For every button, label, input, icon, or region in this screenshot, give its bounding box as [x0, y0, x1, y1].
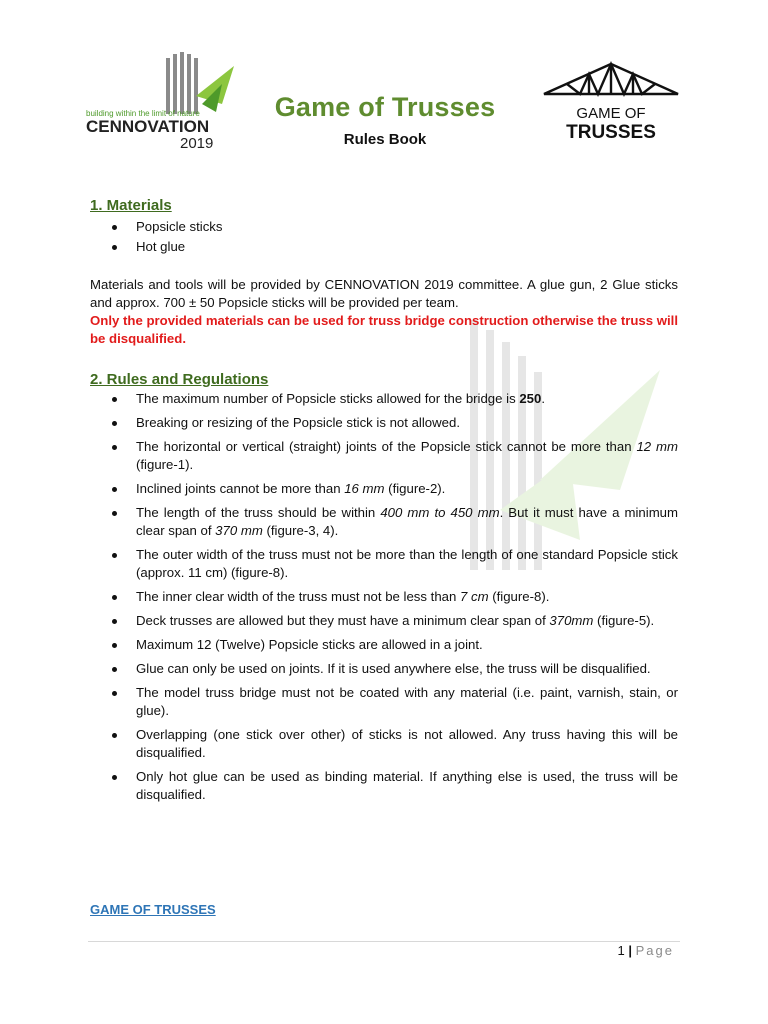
- document-body: [90, 196, 678, 810]
- rule-item: Deck trusses are allowed but they must have a minimum clear span of 370mm (figure-5).: [90, 612, 678, 630]
- materials-warning: Only the provided materials can be used for truss bridge construction otherwise the truss will be disqualified.: [90, 313, 678, 346]
- game-of-trusses-link[interactable]: GAME OF TRUSSES: [90, 902, 216, 917]
- rule-item: Only hot glue can be used as binding material. If anything else is used, the truss will be disqualified.: [90, 768, 678, 804]
- rules-list: [90, 390, 678, 804]
- rule-item: The model truss bridge must not be coated with any material (i.e. paint, varnish, stain, or glue).: [90, 684, 678, 720]
- rules-heading: 2. Rules and Regulations: [90, 371, 269, 388]
- rule-item: The inner clear width of the truss must not be less than 7 cm (figure-8).: [90, 588, 678, 606]
- cennovation-logo: [84, 46, 240, 156]
- game-of-trusses-logo: [540, 60, 682, 142]
- page-number: 1 | Page: [617, 943, 674, 958]
- rule-item: Glue can only be used on joints. If it is used anywhere else, the truss will be disqualified.: [90, 660, 678, 678]
- svg-text:GAME OF: GAME OF: [576, 105, 646, 122]
- rule-item: Overlapping (one stick over other) of sticks is not allowed. Any truss having this will be disqualified.: [90, 726, 678, 762]
- document-title: Game of Trusses: [274, 92, 496, 122]
- rule-item: The outer width of the truss must not be more than the length of one standard Popsicle stick (approx. 11 cm) (figure-8).: [90, 546, 678, 582]
- list-item: Popsicle sticks: [90, 218, 678, 236]
- svg-text:building within the limit of n: building within the limit of nature: [86, 109, 200, 118]
- footer-divider: [88, 941, 680, 942]
- rule-item: Breaking or resizing of the Popsicle stick is not allowed.: [90, 414, 678, 432]
- list-item: Hot glue: [90, 238, 678, 256]
- rule-item: Maximum 12 (Twelve) Popsicle sticks are allowed in a joint.: [90, 636, 678, 654]
- rule-item: The length of the truss should be within 400 mm to 450 mm. But it must have a minimum clear span of 370 mm (figure-3, 4).: [90, 504, 678, 540]
- rule-item: The horizontal or vertical (straight) joints of the Popsicle stick cannot be more than 12 mm (figure-1).: [90, 438, 678, 474]
- svg-text:CENNOVATION: CENNOVATION: [86, 117, 210, 136]
- rule-item: The maximum number of Popsicle sticks allowed for the bridge is 250.: [90, 390, 678, 408]
- document-subtitle: Rules Book: [343, 131, 427, 148]
- materials-paragraph: Materials and tools will be provided by CENNOVATION 2019 committee. A glue gun, 2 Glue sticks and approx. 700 ± 50 Popsicle sticks will be provided per team.: [90, 277, 678, 310]
- rule-item: Inclined joints cannot be more than 16 mm (figure-2).: [90, 480, 678, 498]
- svg-text:2019: 2019: [180, 135, 214, 152]
- materials-list: [90, 218, 678, 256]
- materials-heading: 1. Materials: [90, 197, 172, 214]
- svg-text:TRUSSES: TRUSSES: [566, 122, 656, 142]
